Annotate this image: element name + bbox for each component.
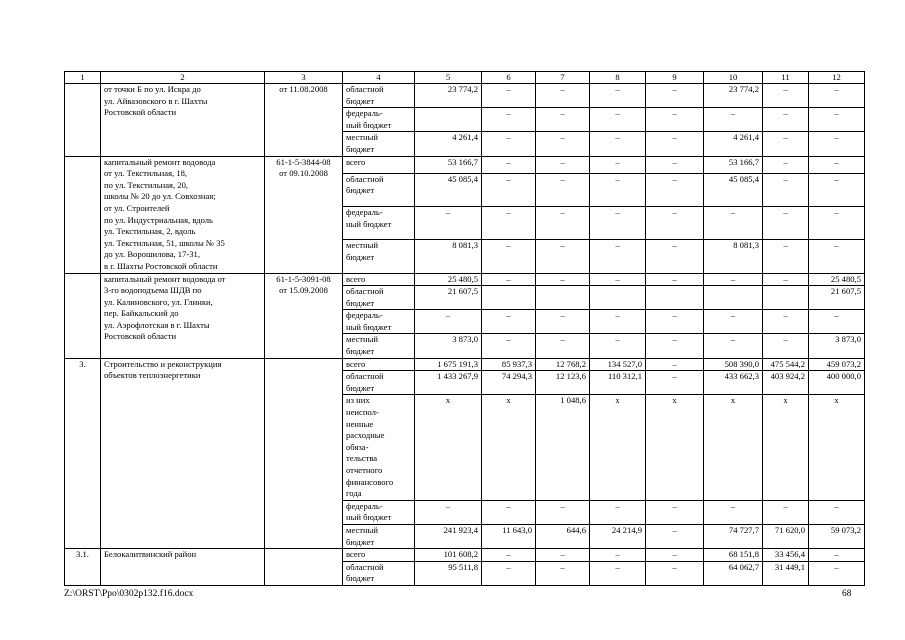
value-cell: – [482,84,536,108]
value-cell: 71 620,0 [763,524,809,548]
row-number-cell [65,156,101,273]
value-cell: – [809,108,865,132]
value-cell: 31 449,1 [763,561,809,585]
value-cell: – [809,207,865,240]
header-cell: 4 [343,72,415,84]
value-cell: – [536,173,590,206]
value-cell: – [415,500,482,524]
value-cell: – [415,207,482,240]
funding-source-cell: местный бюджет [343,240,415,273]
value-cell: – [809,132,865,156]
object-name-cell: капитальный ремонт водовода от ул. Текстильная, 18, по ул. Текстильная, 20, школы № 20 до ул. Совхозная; от ул. Строителей по ул. Индустриальная, вдоль ул. Текстильная, 2, вдоль ул. Текстильная, 51, школы № 35 до ул. Ворошилова, 17-31, в г. Шахты Ростовской области [101,156,265,273]
header-cell: 5 [415,72,482,84]
value-cell: х [646,395,704,500]
value-cell: х [590,395,646,500]
value-cell: 23 774,2 [704,84,763,108]
value-cell: – [482,334,536,358]
header-cell: 6 [482,72,536,84]
value-cell: – [536,561,590,585]
value-cell [536,286,590,310]
footer-file-path: Z:\ORST\Ppo\0302p132.f16.docx [64,589,194,599]
value-cell: – [536,334,590,358]
header-cell: 9 [646,72,704,84]
value-cell: – [536,273,590,286]
value-cell: – [590,207,646,240]
value-cell: – [763,334,809,358]
value-cell: – [590,334,646,358]
value-cell: – [646,240,704,273]
value-cell: – [809,561,865,585]
object-name-cell: капитальный ремонт водовода от 3-го водоподъема ШДВ по ул. Калиновского, ул. Глинки, пер. Байкальский до ул. Аэрофлотская в г. Шахты Ростовской области [101,273,265,358]
funding-source-cell: федераль- ный бюджет [343,108,415,132]
value-cell: – [704,310,763,334]
value-cell: – [763,500,809,524]
value-cell: – [809,310,865,334]
funding-source-cell: всего [343,273,415,286]
value-cell: – [763,84,809,108]
value-cell: 53 166,7 [704,156,763,173]
value-cell: – [482,207,536,240]
value-cell [482,286,536,310]
value-cell: 25 480,5 [415,273,482,286]
value-cell: 433 662,3 [704,371,763,395]
value-cell: 1 675 191,3 [415,358,482,371]
header-cell: 10 [704,72,763,84]
value-cell: – [590,108,646,132]
value-cell: 4 261,4 [415,132,482,156]
value-cell: – [590,273,646,286]
value-cell: 74 294,3 [482,371,536,395]
value-cell: – [536,84,590,108]
document-cell: 61-1-5-3844-08 от 09.10.2008 [265,156,343,273]
value-cell: – [482,273,536,286]
value-cell: 241 923,4 [415,524,482,548]
value-cell: 53 166,7 [415,156,482,173]
value-cell: – [536,108,590,132]
budget-table [64,71,865,586]
value-cell: – [536,549,590,562]
value-cell: – [590,549,646,562]
value-cell: – [809,549,865,562]
funding-source-cell: областной бюджет [343,173,415,206]
value-cell [415,108,482,132]
value-cell: – [590,84,646,108]
value-cell: – [646,549,704,562]
row-number-cell [65,84,101,157]
value-cell: – [536,310,590,334]
value-cell: – [482,173,536,206]
funding-source-cell: местный бюджет [343,132,415,156]
value-cell: 12 768,2 [536,358,590,371]
value-cell: х [482,395,536,500]
value-cell: 12 123,6 [536,371,590,395]
funding-source-cell: федераль- ный бюджет [343,207,415,240]
value-cell: – [763,132,809,156]
value-cell: – [763,240,809,273]
value-cell: 21 607,5 [415,286,482,310]
value-cell: – [482,500,536,524]
funding-source-cell: всего [343,156,415,173]
value-cell: – [809,156,865,173]
value-cell: 33 456,4 [763,549,809,562]
table-row [65,549,865,562]
header-row [65,72,865,84]
value-cell: – [763,310,809,334]
value-cell: – [646,371,704,395]
funding-source-cell: всего [343,358,415,371]
value-cell: 403 924,2 [763,371,809,395]
value-cell: 59 073,2 [809,524,865,548]
object-name-cell: Строительство и реконструкция объектов теплоэнергетики [101,358,265,549]
table-row [65,84,865,108]
funding-source-cell: областной бюджет [343,561,415,585]
value-cell: 134 527,0 [590,358,646,371]
value-cell: – [646,334,704,358]
funding-source-cell: областной бюджет [343,84,415,108]
value-cell: – [809,84,865,108]
value-cell: 1 048,6 [536,395,590,500]
value-cell: – [482,549,536,562]
value-cell: – [590,240,646,273]
value-cell: 644,6 [536,524,590,548]
value-cell: 4 261,4 [704,132,763,156]
value-cell: – [704,273,763,286]
value-cell: х [763,395,809,500]
value-cell: 25 480,5 [809,273,865,286]
document-cell: 61-1-5-3091-08 от 15.09.2008 [265,273,343,358]
value-cell: 101 608,2 [415,549,482,562]
value-cell: 3 873,0 [415,334,482,358]
value-cell [763,286,809,310]
value-cell: – [590,132,646,156]
value-cell: – [536,240,590,273]
value-cell: – [482,156,536,173]
value-cell: – [536,132,590,156]
value-cell: 459 073,2 [809,358,865,371]
value-cell: 400 000,0 [809,371,865,395]
value-cell: х [415,395,482,500]
value-cell: – [536,207,590,240]
row-number-cell: 3.1. [65,549,101,586]
value-cell [590,286,646,310]
value-cell: – [763,207,809,240]
value-cell: – [763,156,809,173]
funding-source-cell: федераль- ный бюджет [343,500,415,524]
value-cell: – [415,310,482,334]
document-cell [265,549,343,586]
value-cell: 95 511,8 [415,561,482,585]
value-cell: 475 544,2 [763,358,809,371]
value-cell: – [646,173,704,206]
value-cell: 24 214,9 [590,524,646,548]
value-cell: – [646,108,704,132]
footer-page-number: 68 [842,589,852,599]
value-cell [646,286,704,310]
value-cell [704,286,763,310]
table-row [65,156,865,173]
table-row [65,273,865,286]
object-name-cell: Белокалитвинский район [101,549,265,586]
value-cell: – [704,108,763,132]
value-cell: – [590,561,646,585]
value-cell: – [646,524,704,548]
value-cell: – [809,240,865,273]
value-cell: – [809,173,865,206]
object-name-cell: от точки Б по ул. Искра до ул. Айвазовского в г. Шахты Ростовской области [101,84,265,157]
value-cell: 8 081,3 [704,240,763,273]
value-cell: – [646,84,704,108]
header-cell: 1 [65,72,101,84]
value-cell: – [704,334,763,358]
value-cell: – [590,173,646,206]
header-cell: 8 [590,72,646,84]
funding-source-cell: местный бюджет [343,524,415,548]
value-cell: 64 062,7 [704,561,763,585]
value-cell: 23 774,2 [415,84,482,108]
header-cell: 2 [101,72,265,84]
value-cell: 85 937,3 [482,358,536,371]
funding-source-cell: всего [343,549,415,562]
table-row [65,358,865,371]
value-cell: 508 390,0 [704,358,763,371]
value-cell: – [482,108,536,132]
value-cell: – [482,561,536,585]
value-cell: 74 727,7 [704,524,763,548]
value-cell: 3 873,0 [809,334,865,358]
value-cell: – [646,273,704,286]
value-cell: – [704,500,763,524]
value-cell: – [646,310,704,334]
header-cell: 7 [536,72,590,84]
header-cell: 11 [763,72,809,84]
value-cell: – [482,310,536,334]
value-cell: 68 151,8 [704,549,763,562]
document-cell [265,358,343,549]
value-cell: х [704,395,763,500]
value-cell: – [590,156,646,173]
value-cell: 45 085,4 [415,173,482,206]
value-cell: – [763,273,809,286]
value-cell: – [763,108,809,132]
funding-source-cell: местный бюджет [343,334,415,358]
value-cell: – [482,240,536,273]
value-cell: – [763,173,809,206]
value-cell: – [536,500,590,524]
value-cell: – [590,310,646,334]
value-cell: – [704,207,763,240]
value-cell: – [590,500,646,524]
value-cell: – [646,500,704,524]
value-cell: – [809,500,865,524]
funding-source-cell: из них неиспол- ненные расходные обяза- тельства отчетного финансового года [343,395,415,500]
value-cell: – [646,207,704,240]
value-cell: – [646,156,704,173]
value-cell: 21 607,5 [809,286,865,310]
row-number-cell [65,273,101,358]
value-cell: – [646,561,704,585]
value-cell: 8 081,3 [415,240,482,273]
value-cell: – [646,132,704,156]
header-cell: 3 [265,72,343,84]
value-cell: 110 312,1 [590,371,646,395]
value-cell: х [809,395,865,500]
value-cell: – [646,358,704,371]
row-number-cell: 3. [65,358,101,549]
funding-source-cell: областной бюджет [343,371,415,395]
document-cell: от 11.08.2008 [265,84,343,157]
value-cell: 45 085,4 [704,173,763,206]
funding-source-cell: федераль- ный бюджет [343,310,415,334]
value-cell: 1 433 267,9 [415,371,482,395]
value-cell: – [536,156,590,173]
funding-source-cell: областной бюджет [343,286,415,310]
header-cell: 12 [809,72,865,84]
value-cell: 11 643,0 [482,524,536,548]
value-cell: – [482,132,536,156]
